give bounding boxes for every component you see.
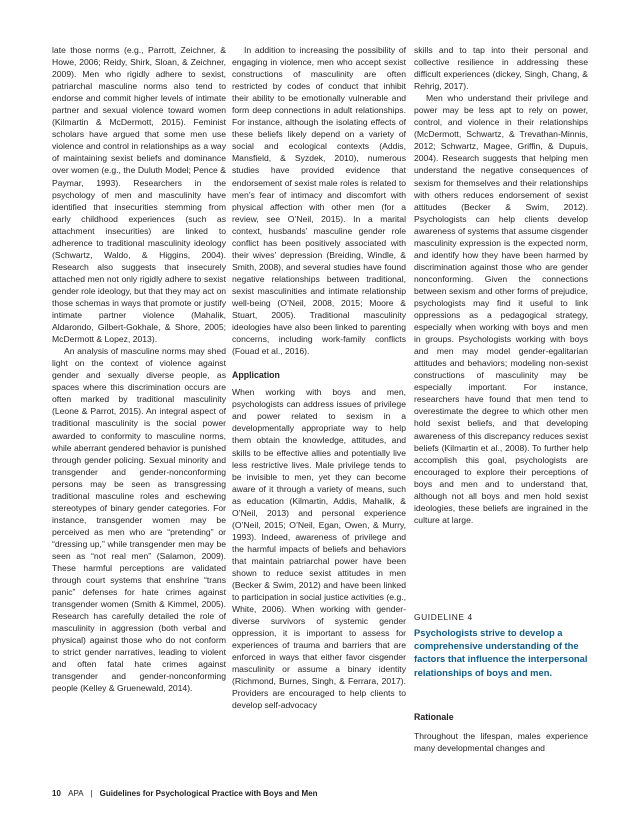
text-column-2 bbox=[232, 44, 406, 712]
rationale-heading: Rationale bbox=[414, 712, 454, 722]
paragraph: In addition to increasing the possibility of engaging in violence, men who accept sexist constructions of masculinity are often restricted by codes of conduct that inhibit their ability to be emotionally vulnerable and form deep connections in adult relationships. For instance, although the isolating effects of these beliefs likely depend on a variety of social and ecological contexts (Addis, Mansfield, & Syzdek, 2010), numerous studies have provided evidence that endorsement of sexist male roles is related to men’s fear of intimacy and discomfort with physical affection with other men (for a review, see O’Neil, 2015). In a marital context, husbands’ masculine gender role conflict has been positively associated with their wives’ depression (Breiding, Windle, & Smith, 2008), and several studies have found negative relationships between traditional, sexist masculinities and intimate relationship well-being (O’Neil, 2008, 2015; Moore & Stuart, 2005). Traditional masculinity ideologies have also been linked to parenting concerns, including work-family conflicts (Fouad et al., 2016). bbox=[232, 45, 406, 357]
paragraph: skills and to tap into their personal and collective resilience in addressing these difficult experiences (dickey, Singh, Chang, & Rehrig, 2017). bbox=[414, 45, 588, 92]
paragraph: Throughout the lifespan, males experience many developmental changes and bbox=[414, 731, 588, 754]
rationale-text-block bbox=[414, 730, 588, 754]
page-footer bbox=[52, 789, 592, 798]
text-column-3 bbox=[414, 44, 588, 526]
paragraph: When working with boys and men, psychologists can address issues of privilege and power related to sexism in a developmentally appropriate way to help them obtain the knowledge, attitudes, and skills to be effective allies and potentially live less restrictive lives. Male privilege tends to be invisible to men, yet they can become aware of it through a variety of means, such as education (Kilmartin, Addis, Mahalik, & O’Neil, 2013) and personal experience (O’Neil, 2015; O’Neil, Egan, Owen, & Murry, 1993). Indeed, awareness of privilege and the harmful impacts of beliefs and behaviors that maintain patriarchal power have been shown to reduce sexist attitudes in men (Becker & Swim, 2012) and have been linked to participation in social justice activities (e.g., White, 2006). When working with gender-diverse survivors of systemic gender oppression, it is important to assess for experiences of trauma and barriers that are enforced in ways that either favor cisgender masculinity or assume a binary identity (Richmond, Burnes, Singh, & Ferrara, 2017). Providers are encouraged to help clients to develop self-advocacy bbox=[232, 387, 406, 711]
footer-title: Guidelines for Psychological Practice with Boys and Men bbox=[99, 789, 318, 798]
paragraph: Men who understand their privilege and power may be less apt to rely on power, control, and violence in their relationships (McDermott, Schwartz, & Trevathan-Minnis, 2012; Schwartz, Magee, Griffin, & Dupuis, 2004). Research suggests that helping men understand the negative consequences of sexism for themselves and their relationships with others reduces endorsement of sexist attitudes (Becker & Swim, 2012). Psychologists can help clients develop awareness of systems that assume cisgender masculinity expression is the expected norm, and identify how they have been harmed by discrimination against those who are gender nonconforming. Given the connections between sexism and other forms of prejudice, psychologists may find it useful to link oppressions as a pedagogical strategy, especially when working with boys and men in groups. Psychologists working with boys and men may model gender-egalitarian attitudes and behaviors; modeling non-sexist constructions of masculinity may be especially important. For instance, researchers have found that men tend to overestimate the degree to which other men hold sexist beliefs, and that developing awareness of this discrepancy reduces sexist beliefs (Kilmartin et al., 2008). To further help accomplish this goal, psychologists are encouraged to explore their perceptions of boys and men and to understand that, although not all boys and men hold sexist ideologies, these beliefs are ingrained in the culture at large. bbox=[414, 93, 588, 525]
footer-publisher: APA bbox=[68, 789, 84, 798]
guideline-label: GUIDELINE 4 bbox=[414, 612, 473, 622]
text-column-1 bbox=[52, 44, 226, 695]
paragraph: An analysis of masculine norms may shed light on the context of violence against gender and sexually diverse people, as spaces where this discrimination occurs are often marked by traditional masculinity (Leone & Parrot, 2015). An integral aspect of traditional masculinity is the social power awarded to conformity to masculine norms, while aberrant gendered behavior is punished through gender policing. Sexual minority and transgender and gender-nonconforming persons may be seen as transgressing traditional masculine roles and eschewing stereotypes of binary gender categories. For instance, transgender women may be perceived as men who are “pretending” or “dressing up,” while transgender men may be seen as “not real men” (Salamon, 2009). These harmful perceptions are validated through court systems that enshrine “trans panic” defenses for hate crimes against transgender women (Smith & Kimmel, 2005). Research has carefully detailed the role of masculinity in aggression (both verbal and physical) against those who do not conform to strict gender narratives, leading to violent and often fatal hate crimes against transgender and gender-nonconforming people (Kelley & Gruenewald, 2014). bbox=[52, 346, 226, 694]
footer-separator: | bbox=[90, 789, 93, 798]
page-number: 10 bbox=[52, 789, 61, 798]
section-heading-application: Application bbox=[232, 370, 280, 381]
guideline-title: Psychologists strive to develop a comprehensive understanding of the factors that influence the interpersonal relationships of boys and men. bbox=[414, 627, 588, 678]
paragraph: late those norms (e.g., Parrott, Zeichner, & Howe, 2006; Reidy, Shirk, Sloan, & Zeichner, 2009). Men who rigidly adhere to sexist, patriarchal masculine norms also tend to endorse and commit higher levels of intimate partner and sexual violence toward women (Kilmartin & McDermott, 2015). Feminist scholars have argued that some men use violence and control in relationships as a way of maintaining sexist beliefs and dominance over women (e.g., the Duluth Model; Pence & Paymar, 1993). Researchers in the psychology of men and masculinity have identified that insecurities stemming from early childhood experiences (such as attachment insecurities) are linked to adherence to traditional masculinity ideology (Schwartz, Waldo, & Higgins, 2004). Research also suggests that insecurely attached men not only rigidly adhere to sexist gender role ideology, but that they may act on those schemas in ways that promote or justify intimate partner violence (Mahalik, Aldarondo, Gilbert-Gokhale, & Shore, 2005; McDermott & Lopez, 2013). bbox=[52, 45, 226, 345]
